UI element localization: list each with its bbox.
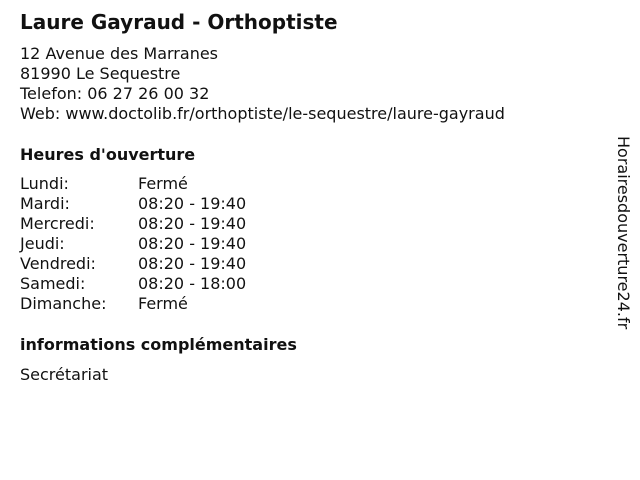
site-watermark: Horairesdouverture24.fr	[614, 136, 633, 330]
hours-day: Dimanche:	[20, 294, 107, 313]
hours-row-monday	[20, 174, 246, 194]
hours-time: 08:20 - 18:00	[138, 274, 247, 293]
hours-time: 08:20 - 19:40	[138, 234, 247, 253]
hours-day: Mardi:	[20, 194, 70, 213]
city-address: 81990 Le Sequestre	[20, 64, 181, 83]
hours-time: Fermé	[138, 174, 188, 193]
phone-number: Telefon: 06 27 26 00 32	[20, 84, 210, 103]
page-title: Laure Gayraud - Orthoptiste	[20, 10, 338, 34]
info-text: Secrétariat	[20, 365, 109, 384]
hours-time: 08:20 - 19:40	[138, 254, 247, 273]
hours-row-saturday	[20, 274, 246, 294]
hours-row-thursday	[20, 234, 246, 254]
website-link[interactable]: Web: www.doctolib.fr/orthoptiste/le-sequestre/laure-gayraud	[20, 104, 505, 123]
hours-row-friday	[20, 254, 246, 274]
hours-day: Vendredi:	[20, 254, 96, 273]
hours-time: 08:20 - 19:40	[138, 194, 247, 213]
hours-time: 08:20 - 19:40	[138, 214, 247, 233]
hours-time: Fermé	[138, 294, 188, 313]
hours-day: Jeudi:	[20, 234, 65, 253]
hours-row-sunday	[20, 294, 246, 314]
hours-day: Lundi:	[20, 174, 69, 193]
street-address: 12 Avenue des Marranes	[20, 44, 219, 63]
hours-day: Samedi:	[20, 274, 86, 293]
hours-row-tuesday	[20, 194, 246, 214]
hours-day: Mercredi:	[20, 214, 95, 233]
info-heading: informations complémentaires	[20, 335, 297, 354]
hours-row-wednesday	[20, 214, 246, 234]
address-block	[20, 44, 505, 124]
hours-heading: Heures d'ouverture	[20, 145, 196, 164]
hours-table	[20, 174, 246, 314]
